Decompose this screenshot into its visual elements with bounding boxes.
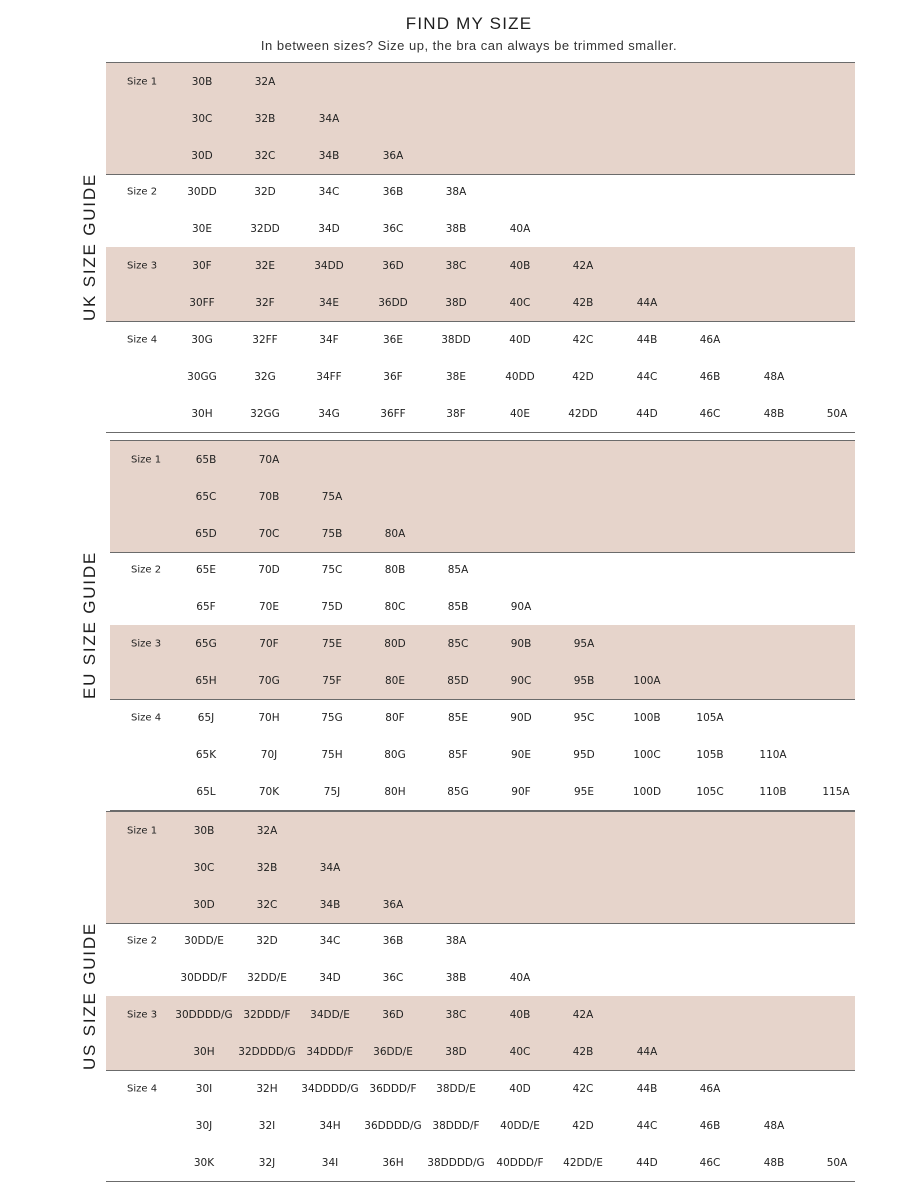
size-row (106, 321, 855, 358)
size-cell: 40E (510, 407, 530, 420)
size-row (110, 478, 855, 515)
size-row (110, 773, 855, 810)
size-cell: 100D (632, 785, 662, 798)
size-row (106, 922, 855, 959)
size-cell: 95C (573, 711, 595, 724)
size-cell: 30D (191, 149, 213, 162)
size-row (110, 736, 855, 773)
size-cell: 85G (447, 785, 469, 798)
size-cell: 38B (445, 971, 467, 984)
size-cell: 32H (256, 1082, 278, 1095)
size-cell: 44D (636, 1156, 658, 1169)
size-cell: 70K (258, 785, 280, 798)
size-cell: 90D (510, 711, 532, 724)
size-cell: 95D (573, 748, 595, 761)
size-cell: 32I (258, 1119, 276, 1132)
size-cell: 42D (572, 370, 594, 383)
size-cell: 65J (197, 711, 215, 724)
size-cell: 42D (572, 1119, 594, 1132)
size-cell: 38DDD/F (432, 1119, 480, 1132)
size-row (106, 1144, 855, 1181)
size-group-label: Size 1 (131, 454, 162, 465)
size-row (106, 959, 855, 996)
size-cell: 65K (195, 748, 217, 761)
size-row (110, 551, 855, 588)
size-cell: 32DDDD/G (238, 1045, 296, 1058)
size-row (106, 886, 855, 923)
size-row (110, 515, 855, 552)
size-cell: 32A (254, 75, 276, 88)
size-cell: 46C (699, 407, 721, 420)
size-cell: 95A (573, 637, 595, 650)
size-cell: 85A (447, 563, 469, 576)
size-group (106, 321, 855, 433)
size-cell: 34B (318, 149, 340, 162)
size-cell: 30F (192, 259, 212, 272)
size-cell: 36E (383, 333, 403, 346)
size-cell: 38D (445, 1045, 467, 1058)
size-group-label: Size 3 (131, 638, 162, 649)
size-cell: 32J (258, 1156, 276, 1169)
size-row (106, 210, 855, 247)
size-cell: 30B (193, 824, 215, 837)
size-cell: 110A (759, 748, 787, 761)
size-cell: 75B (321, 527, 343, 540)
size-cell: 30D (193, 898, 215, 911)
size-cell: 38D (445, 296, 467, 309)
size-cell: 38C (445, 259, 467, 272)
size-cell: 90A (510, 600, 532, 613)
size-cell: 32B (256, 861, 278, 874)
size-cell: 30J (195, 1119, 213, 1132)
page-title: FIND MY SIZE (405, 14, 533, 33)
size-group-label: Size 3 (127, 1009, 158, 1020)
size-cell: 44D (636, 407, 658, 420)
size-cell: 34DD/E (310, 1008, 350, 1021)
size-cell: 32C (256, 898, 278, 911)
size-cell: 100C (633, 748, 661, 761)
size-group (110, 440, 855, 553)
size-row (106, 395, 855, 432)
size-cell: 46C (699, 1156, 721, 1169)
size-cell: 38B (445, 222, 467, 235)
size-cell: 36C (382, 971, 404, 984)
size-row (110, 699, 855, 736)
size-cell: 32DD (250, 222, 280, 235)
size-cell: 95B (573, 674, 595, 687)
size-cell: 70H (258, 711, 280, 724)
size-row (106, 100, 855, 137)
size-cell: 80G (384, 748, 406, 761)
size-cell: 85F (448, 748, 468, 761)
size-cell: 30H (193, 1045, 215, 1058)
size-cell: 32E (255, 259, 275, 272)
size-cell: 36B (382, 934, 404, 947)
size-cell: 42A (572, 259, 594, 272)
size-group-label: Size 2 (127, 186, 158, 197)
size-cell: 36DDD/F (369, 1082, 417, 1095)
size-cell: 90B (510, 637, 532, 650)
size-group-label: Size 4 (131, 712, 162, 723)
size-cell: 48B (763, 1156, 785, 1169)
size-cell: 34DDDD/G (301, 1082, 359, 1095)
guide-label: US SIZE GUIDE (80, 921, 99, 1071)
size-cell: 85D (447, 674, 469, 687)
size-cell: 65L (196, 785, 216, 798)
size-group (110, 551, 855, 626)
size-group-label: Size 4 (127, 1083, 158, 1094)
size-cell: 65B (195, 453, 217, 466)
size-cell: 34FF (316, 370, 342, 383)
size-cell: 85E (448, 711, 468, 724)
size-cell: 80F (385, 711, 405, 724)
size-cell: 50A (826, 407, 848, 420)
size-cell: 34A (319, 861, 341, 874)
size-cell: 36D (382, 259, 404, 272)
size-cell: 30C (193, 861, 215, 874)
size-cell: 65G (195, 637, 217, 650)
size-row (106, 284, 855, 321)
size-cell: 32B (254, 112, 276, 125)
size-cell: 48B (763, 407, 785, 420)
size-cell: 30DD/E (184, 934, 224, 947)
size-cell: 70A (258, 453, 280, 466)
size-cell: 30FF (189, 296, 215, 309)
size-cell: 46B (699, 370, 721, 383)
size-row (110, 662, 855, 699)
size-cell: 65D (195, 527, 217, 540)
size-cell: 38F (446, 407, 466, 420)
size-cell: 40A (509, 222, 531, 235)
size-row (106, 247, 855, 284)
size-cell: 36A (382, 898, 404, 911)
size-cell: 30B (191, 75, 213, 88)
size-group-label: Size 2 (131, 564, 162, 575)
size-cell: 46A (699, 333, 721, 346)
size-cell: 90C (510, 674, 532, 687)
size-cell: 34H (319, 1119, 341, 1132)
size-cell: 32F (255, 296, 275, 309)
size-guide-2 (0, 811, 922, 1182)
size-group-label: Size 3 (127, 260, 158, 271)
size-cell: 38A (445, 185, 467, 198)
size-row (106, 1107, 855, 1144)
size-cell: 70F (259, 637, 279, 650)
size-cell: 32DDD/F (243, 1008, 291, 1021)
size-cell: 34A (318, 112, 340, 125)
size-cell: 110B (759, 785, 787, 798)
size-cell: 70D (258, 563, 280, 576)
page-subtitle: In between sizes? Size up, the bra can always be trimmed smaller. (260, 38, 678, 53)
size-cell: 32GG (250, 407, 280, 420)
size-cell: 32C (254, 149, 276, 162)
size-cell: 38DD/E (436, 1082, 476, 1095)
size-cell: 30DDD/F (180, 971, 228, 984)
size-cell: 42C (572, 1082, 594, 1095)
size-group (106, 173, 855, 248)
size-cell: 30DD (187, 185, 217, 198)
size-cell: 70G (258, 674, 280, 687)
size-cell: 36A (382, 149, 404, 162)
size-cell: 75J (323, 785, 341, 798)
size-cell: 32G (254, 370, 276, 383)
size-cell: 80H (384, 785, 406, 798)
size-cell: 75G (321, 711, 343, 724)
size-cell: 100B (633, 711, 661, 724)
size-cell: 85B (447, 600, 469, 613)
size-cell: 42DD (568, 407, 598, 420)
size-group (106, 922, 855, 997)
size-cell: 36D (382, 1008, 404, 1021)
size-row (110, 441, 855, 478)
size-cell: 32D (256, 934, 278, 947)
size-cell: 44A (636, 296, 658, 309)
size-cell: 44B (636, 1082, 658, 1095)
size-cell: 34DDD/F (306, 1045, 354, 1058)
size-cell: 65E (196, 563, 216, 576)
size-cell: 40A (509, 971, 531, 984)
size-cell: 40D (509, 333, 531, 346)
size-cell: 36DD/E (373, 1045, 413, 1058)
size-cell: 42A (572, 1008, 594, 1021)
size-cell: 44A (636, 1045, 658, 1058)
size-row (110, 588, 855, 625)
size-cell: 36DDDD/G (364, 1119, 422, 1132)
size-row (106, 358, 855, 395)
size-cell: 44C (636, 370, 658, 383)
size-cell: 38DD (441, 333, 471, 346)
size-cell: 34I (321, 1156, 339, 1169)
size-cell: 46B (699, 1119, 721, 1132)
size-cell: 30DDDD/G (175, 1008, 233, 1021)
size-row (106, 173, 855, 210)
size-group-label: Size 1 (127, 825, 158, 836)
size-cell: 36DD (378, 296, 408, 309)
size-cell: 30GG (187, 370, 217, 383)
size-cell: 105A (696, 711, 724, 724)
size-cell: 40DDD/F (496, 1156, 544, 1169)
size-cell: 34B (319, 898, 341, 911)
size-cell: 90E (511, 748, 531, 761)
size-group (106, 996, 855, 1071)
size-cell: 36B (382, 185, 404, 198)
size-group-label: Size 4 (127, 334, 158, 345)
size-cell: 34D (319, 971, 341, 984)
size-cell: 32A (256, 824, 278, 837)
size-cell: 38C (445, 1008, 467, 1021)
size-cell: 32D (254, 185, 276, 198)
size-row (106, 1070, 855, 1107)
size-cell: 40C (509, 296, 531, 309)
size-row (106, 996, 855, 1033)
size-cell: 42C (572, 333, 594, 346)
size-cell: 80E (385, 674, 405, 687)
size-cell: 36C (382, 222, 404, 235)
size-cell: 36F (383, 370, 403, 383)
size-cell: 75C (321, 563, 343, 576)
size-cell: 32DD/E (247, 971, 287, 984)
size-cell: 70J (260, 748, 278, 761)
size-cell: 48A (763, 370, 785, 383)
size-cell: 50A (826, 1156, 848, 1169)
size-cell: 40B (509, 259, 531, 272)
size-group-label: Size 1 (127, 76, 158, 87)
size-cell: 115A (822, 785, 850, 798)
size-row (106, 63, 855, 100)
size-cell: 42B (572, 1045, 594, 1058)
size-cell: 75D (321, 600, 343, 613)
size-cell: 70B (258, 490, 280, 503)
size-group-label: Size 2 (127, 935, 158, 946)
size-guide-1 (0, 440, 922, 811)
size-row (106, 137, 855, 174)
size-cell: 105C (696, 785, 724, 798)
size-cell: 44B (636, 333, 658, 346)
size-cell: 34C (318, 185, 340, 198)
size-cell: 75F (322, 674, 342, 687)
size-cell: 40D (509, 1082, 531, 1095)
size-group (106, 247, 855, 322)
size-cell: 48A (763, 1119, 785, 1132)
size-cell: 80A (384, 527, 406, 540)
size-cell: 65H (195, 674, 217, 687)
size-cell: 42B (572, 296, 594, 309)
size-group (106, 811, 855, 924)
size-row (110, 625, 855, 662)
size-group (110, 625, 855, 700)
size-cell: 65C (195, 490, 217, 503)
size-cell: 34G (318, 407, 340, 420)
size-cell: 38E (446, 370, 466, 383)
size-cell: 40DD/E (500, 1119, 540, 1132)
size-cell: 38A (445, 934, 467, 947)
size-cell: 40DD (505, 370, 535, 383)
guide-label: EU SIZE GUIDE (80, 550, 99, 700)
size-cell: 75E (322, 637, 342, 650)
size-cell: 30G (191, 333, 213, 346)
size-cell: 105B (696, 748, 724, 761)
size-cell: 85C (447, 637, 469, 650)
size-cell: 80D (384, 637, 406, 650)
size-cell: 75H (321, 748, 343, 761)
size-cell: 34C (319, 934, 341, 947)
size-cell: 95E (574, 785, 594, 798)
size-cell: 36FF (380, 407, 406, 420)
size-cell: 70C (258, 527, 280, 540)
size-cell: 30K (193, 1156, 215, 1169)
size-cell: 65F (196, 600, 216, 613)
size-cell: 34F (319, 333, 339, 346)
size-cell: 30I (195, 1082, 213, 1095)
size-cell: 34E (319, 296, 339, 309)
size-cell: 46A (699, 1082, 721, 1095)
size-group (110, 699, 855, 811)
size-cell: 40B (509, 1008, 531, 1021)
size-cell: 36H (382, 1156, 404, 1169)
size-cell: 100A (633, 674, 661, 687)
size-group (106, 62, 855, 175)
size-guide-0 (0, 62, 922, 433)
size-cell: 80C (384, 600, 406, 613)
size-group (106, 1070, 855, 1182)
size-cell: 38DDDD/G (427, 1156, 485, 1169)
size-cell: 44C (636, 1119, 658, 1132)
size-cell: 32FF (252, 333, 278, 346)
guide-label: UK SIZE GUIDE (80, 172, 99, 322)
size-cell: 30C (191, 112, 213, 125)
size-row (106, 849, 855, 886)
size-cell: 34D (318, 222, 340, 235)
size-cell: 80B (384, 563, 406, 576)
size-cell: 30H (191, 407, 213, 420)
size-cell: 75A (321, 490, 343, 503)
size-cell: 90F (511, 785, 531, 798)
size-cell: 40C (509, 1045, 531, 1058)
size-cell: 34DD (314, 259, 344, 272)
size-cell: 42DD/E (563, 1156, 603, 1169)
size-row (106, 1033, 855, 1070)
size-cell: 70E (259, 600, 279, 613)
size-row (106, 812, 855, 849)
size-cell: 30E (192, 222, 212, 235)
